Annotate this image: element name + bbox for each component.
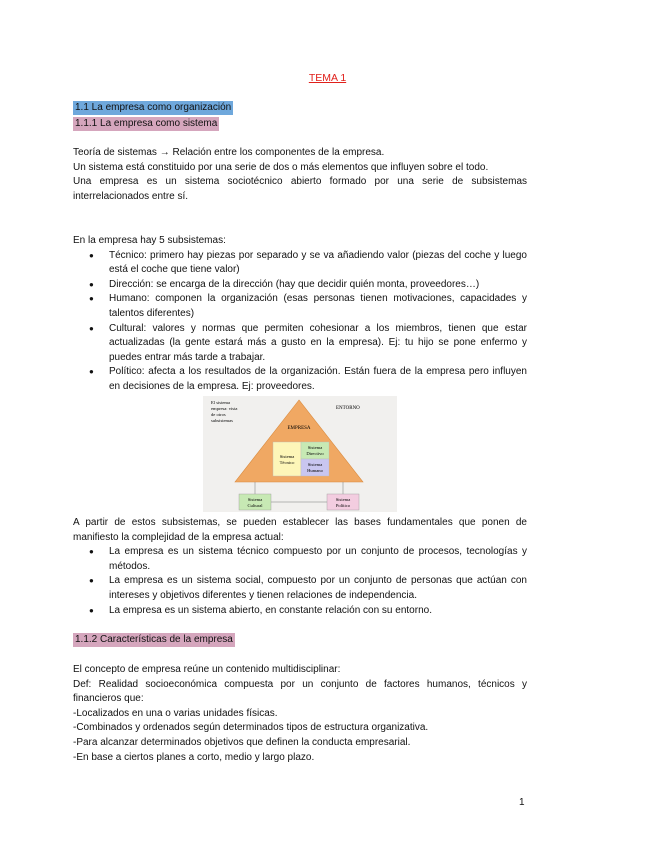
bases-intro: A partir de estos subsistemas, se pueden establecer las bases fundamentales que ponen de manifiesto la complejidad de la empresa actual:: [73, 517, 527, 543]
diagram-humano-line: Sistema: [307, 462, 323, 467]
definition-item: -Combinados y ordenados según determinados tipos de estructura organizativa.: [73, 722, 429, 734]
bases-block: [73, 516, 527, 618]
subsystems-intro: En la empresa hay 5 subsistemas:: [73, 235, 226, 246]
definition-line: Def: Realidad socioeconómica compuesta por un conjunto de factores humanos, técnicos y financieros que:: [73, 678, 527, 705]
list-item: ● Técnico: primero hay piezas por separado y se va añadiendo valor (piezas del coche y luego está el coche que tiene valor): [73, 249, 527, 278]
diagram-caption-line: El sistema: [211, 400, 231, 405]
section-heading-block: [73, 101, 527, 131]
diagram-cultural-line: Sistema: [247, 497, 263, 502]
subsystems-block: [73, 234, 527, 395]
paragraph-line: Un sistema está constituido por una serie de dos o más elementos que influyen sobre el todo.: [73, 161, 489, 173]
systems-theory-paragraph: [73, 146, 527, 204]
paragraph-line: Una empresa es un sistema sociotécnico abierto formado por una serie de subsistemas interrelacionados entre sí.: [73, 176, 527, 202]
diagram-entorno-label: ENTORNO: [336, 406, 360, 411]
definition-item: -Para alcanzar determinados objetivos que definen la conducta empresarial.: [73, 736, 411, 748]
diagram-empresa-label: EMPRESA: [287, 426, 311, 431]
diagram-politico-line: Político: [335, 503, 351, 508]
paragraph-line: Teoría de sistemas → Relación entre los componentes de la empresa.: [73, 147, 385, 158]
diagram-tecnico-box: [273, 442, 301, 476]
list-item: ● Dirección: se encarga de la dirección (hay que decidir quién monta, proveedores…): [73, 278, 527, 293]
list-item: ● Político: afecta a los resultados de la organización. Están fuera de la empresa pero influyen en decisiones de la empresa. Ej: proveedores.: [73, 365, 527, 394]
diagram-tecnico-line: Sistema: [279, 454, 295, 459]
subsection-heading-2: 1.1.2 Características de la empresa: [75, 634, 233, 645]
diagram-tecnico-line: Técnico: [279, 460, 295, 465]
diagram-caption-line: empresa: vista: [211, 406, 238, 411]
subsection-heading-1: 1.1.1 La empresa como sistema: [75, 117, 218, 129]
subsystems-list: [73, 249, 527, 395]
list-item: ● La empresa es un sistema técnico compuesto por un conjunto de procesos, tecnologías y métodos.: [73, 545, 527, 574]
section-heading: 1.1 La empresa como organización: [75, 102, 232, 113]
diagram-politico-line: Sistema: [335, 497, 351, 502]
diagram-humano-line: Humano: [307, 468, 323, 473]
diagram-caption-line: subsistemas: [211, 418, 233, 423]
diagram-directivo-line: Sistema: [307, 445, 323, 450]
definition-item: -Localizados en una o varias unidades físicas.: [73, 707, 278, 719]
list-item: ● Cultural: valores y normas que permiten cohesionar a los miembros, tienen que estar actualizadas (la gente estará más a gusto en la empresa). Ej: tu hijo se pone enfermo y puedes entrar más tarde a trabajar.: [73, 322, 527, 366]
list-item: ● La empresa es un sistema abierto, en constante relación con su entorno.: [73, 604, 527, 619]
concept-line: El concepto de empresa reúne un contenido multidisciplinar:: [73, 664, 341, 675]
diagram-directivo-line: Directivo: [306, 451, 324, 456]
subsection-heading-2-block: [73, 633, 527, 648]
page-number: 1: [519, 797, 525, 808]
bases-list: [73, 545, 527, 618]
characteristics-block: [73, 663, 527, 765]
diagram-cultural-line: Cultural: [247, 503, 263, 508]
diagram-caption-line: de otros: [211, 412, 226, 417]
diagram-svg: [203, 396, 397, 512]
list-item: ● Humano: componen la organización (esas personas tienen motivaciones, capacidades y talentos diferentes): [73, 292, 527, 321]
document-title: TEMA 1: [308, 72, 347, 84]
list-item: ● La empresa es un sistema social, compuesto por un conjunto de personas que actúan con intereses y objetivos diferentes y tienen relaciones de independencia.: [73, 574, 527, 603]
subsystems-diagram: [203, 396, 397, 512]
definition-item: -En base a ciertos planes a corto, medio y largo plazo.: [73, 751, 315, 763]
